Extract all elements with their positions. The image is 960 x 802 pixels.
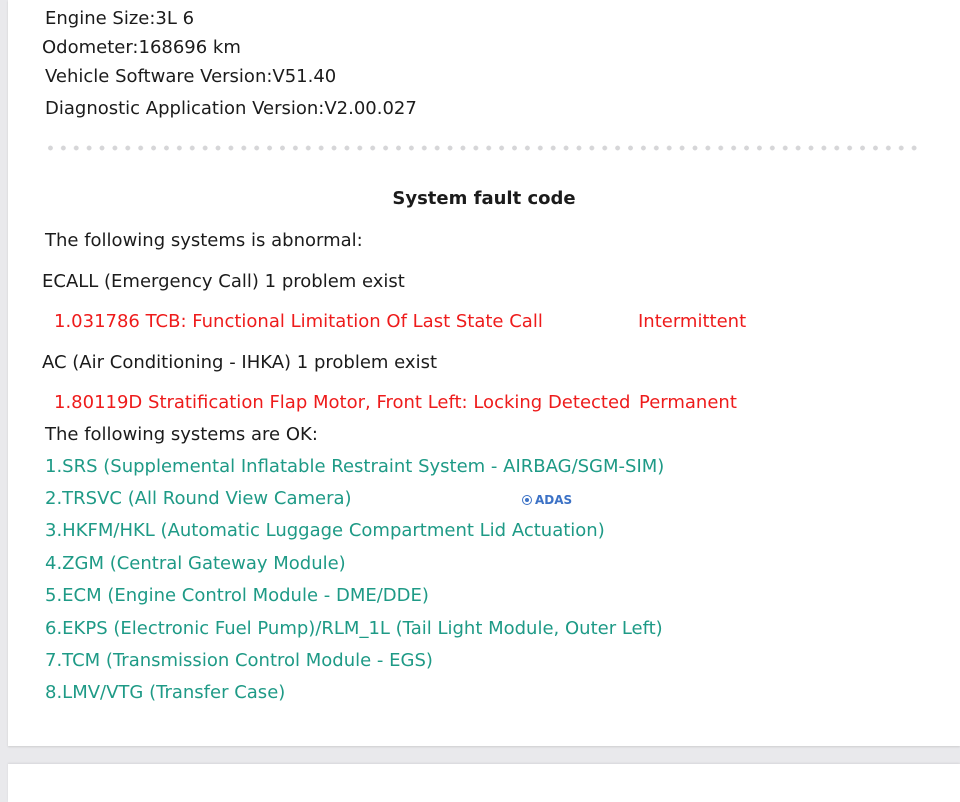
adas-target-icon [522,495,532,505]
fault-code-ecall: 1.031786 TCB: Functional Limitation Of Last State Call [54,311,543,332]
ok-system-item: 5.ECM (Engine Control Module - DME/DDE) [45,585,429,606]
next-card [8,764,960,802]
section-title: System fault code [392,188,576,209]
ok-system-item: 7.TCM (Transmission Control Module - EGS) [45,650,433,671]
app-version-text: Diagnostic Application Version:V2.00.027 [45,98,417,119]
adas-badge-label: ADAS [535,493,573,507]
ok-system-item: 8.LMV/VTG (Transfer Case) [45,682,286,703]
abnormal-system-ecall: ECALL (Emergency Call) 1 problem exist [42,271,405,292]
fault-status-ac: Permanent [639,392,737,413]
ok-system-item: 4.ZGM (Central Gateway Module) [45,553,346,574]
abnormal-header: The following systems is abnormal: [45,230,363,251]
engine-size-text: Engine Size:3L 6 [45,8,195,29]
abnormal-system-ac: AC (Air Conditioning - IHKA) 1 problem exist [42,352,438,373]
ok-system-item: 1.SRS (Supplemental Inflatable Restraint System - AIRBAG/SGM-SIM) [45,456,665,477]
ok-system-item: 3.HKFM/HKL (Automatic Luggage Compartment Lid Actuation) [45,520,605,541]
software-version-text: Vehicle Software Version:V51.40 [45,66,337,87]
fault-code-ac: 1.80119D Stratification Flap Motor, Front Left: Locking Detected [54,392,631,413]
adas-badge [522,493,572,507]
ok-system-item: 2.TRSVC (All Round View Camera) [45,488,352,509]
odometer-text: Odometer:168696 km [42,37,241,58]
ok-header: The following systems are OK: [45,424,318,445]
report-card [8,0,960,746]
fault-status-ecall: Intermittent [638,311,747,332]
dotted-divider [44,144,924,152]
ok-system-item: 6.EKPS (Electronic Fuel Pump)/RLM_1L (Tail Light Module, Outer Left) [45,618,663,639]
